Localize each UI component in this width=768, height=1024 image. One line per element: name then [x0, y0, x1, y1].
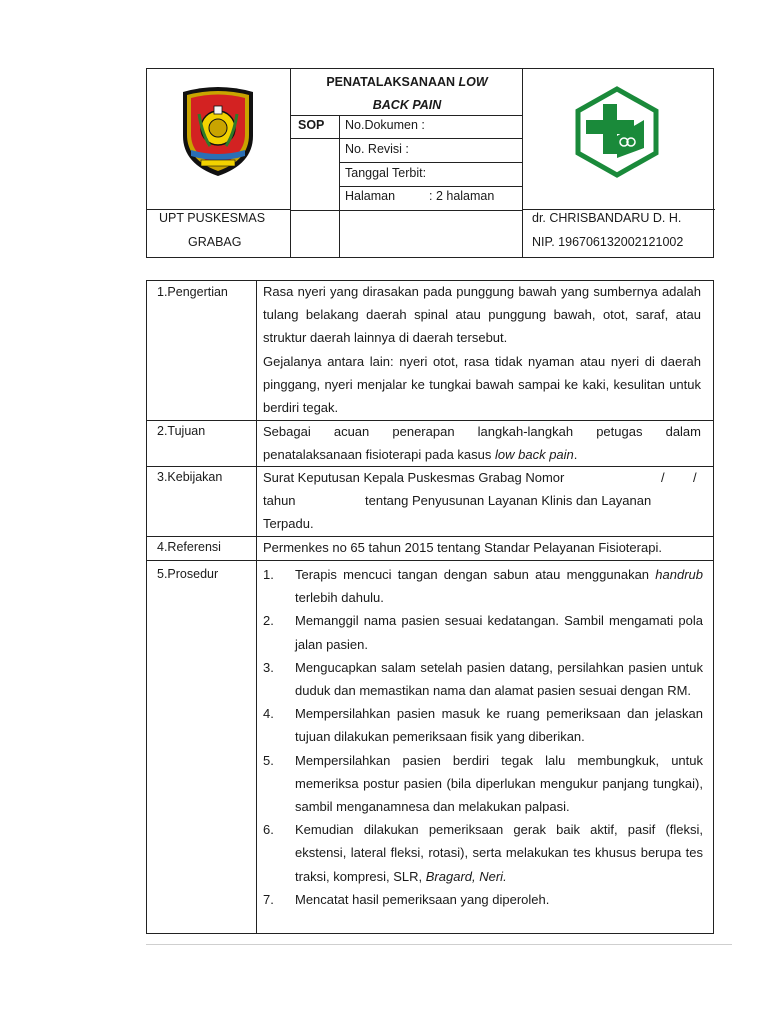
doctor-name: dr. CHRISBANDARU D. H.	[532, 211, 682, 225]
prosedur-step: 5. Mempersilahkan pasien berdiri tegak lalu membungkuk, untuk memeriksa postur pasien (bila diperlukan mengukur panjang tungkai), sambil menganamnesa dan melakukan palpasi.	[263, 752, 703, 815]
section-body-kebijakan	[263, 466, 701, 536]
org-name-line2: GRABAG	[188, 235, 242, 249]
prosedur-step: 4. Mempersilahkan pasien masuk ke ruang pemeriksaan dan jelaskan tujuan dilakukan pemeriksaan fisik yang diberikan.	[263, 706, 703, 745]
sop-content-table	[146, 280, 714, 934]
prosedur-step: 2. Memanggil nama pasien sesuai kedatangan. Sambil mengamati pola jalan pasien.	[263, 613, 703, 652]
kebijakan-line-2b: tentang Penyusunan Layanan Klinis dan Layanan	[365, 493, 652, 509]
kebijakan-slash-1: /	[661, 470, 665, 485]
pengertian-paragraph-2: Gejalanya antara lain: nyeri otot, rasa tidak nyaman atau nyeri di daerah pinggang, nyeri menjalar ke tungkai bawah sampai ke kaki, kesulitan untuk berdiri tegak.	[263, 353, 701, 416]
kebijakan-slash-2: /	[693, 470, 697, 485]
doctor-nip: NIP. 196706132002121002	[532, 235, 684, 249]
org-name-line1: UPT PUSKESMAS	[159, 211, 266, 225]
section-label-tujuan: 2.Tujuan	[157, 424, 206, 438]
section-body-tujuan: Sebagai acuan penerapan langkah-langkah petugas dalam penatalaksanaan fisioterapi pada kasus low back pain.	[263, 424, 701, 463]
regency-crest-logo	[177, 84, 259, 178]
tanggal-terbit-field: Tanggal Terbit:	[345, 166, 427, 180]
sop-label: SOP	[298, 118, 325, 132]
page-divider	[146, 944, 732, 945]
puskesmas-logo	[574, 86, 660, 178]
prosedur-step: 1. Terapis mencuci tangan dengan sabun atau menggunakan handrub terlebih dahulu.	[263, 567, 703, 606]
section-label-kebijakan: 3.Kebijakan	[157, 470, 223, 484]
section-body-referensi: Permenkes no 65 tahun 2015 tentang Standar Pelayanan Fisioterapi.	[263, 540, 662, 555]
no-revisi-field: No. Revisi :	[345, 142, 409, 156]
halaman-value: : 2 halaman	[429, 189, 495, 203]
prosedur-step: 6. Kemudian dilakukan pemeriksaan gerak baik aktif, pasif (fleksi, ekstensi, lateral fleksi, rotasi), serta melakukan tes khusus berupa tes traksi, kompresi, SLR, Bragard, Neri.	[263, 822, 703, 884]
sop-header-table	[146, 68, 714, 258]
kebijakan-line-2a: tahun	[263, 493, 296, 509]
no-dokumen-field: No.Dokumen :	[345, 118, 425, 132]
pengertian-paragraph-1: Rasa nyeri yang dirasakan pada punggung bawah yang sumbernya adalah tulang belakang daerah spinal atau punggung bawah, otot, saraf, atau struktur daerah lainnya di daerah tersebut.	[263, 284, 701, 346]
kebijakan-line-1: Surat Keputusan Kepala Puskesmas Grabag Nomor	[263, 470, 565, 485]
page-title: PENATALAKSANAAN LOW BACK PAIN	[326, 75, 488, 112]
prosedur-step: 7. Mencatat hasil pemeriksaan yang diperoleh.	[263, 891, 550, 907]
section-label-referensi: 4.Referensi	[157, 540, 221, 554]
prosedur-steps-list	[263, 563, 703, 911]
kebijakan-line-3: Terpadu.	[263, 516, 314, 532]
section-label-prosedur: 5.Prosedur	[157, 567, 219, 581]
section-body-pengertian	[263, 280, 701, 419]
prosedur-step: 3. Mengucapkan salam setelah pasien datang, persilahkan pasien untuk duduk dan memastikan nama dan alamat pasien sesuai dengan RM.	[263, 659, 703, 699]
section-label-pengertian: 1.Pengertian	[157, 285, 228, 299]
halaman-label: Halaman	[345, 189, 396, 203]
